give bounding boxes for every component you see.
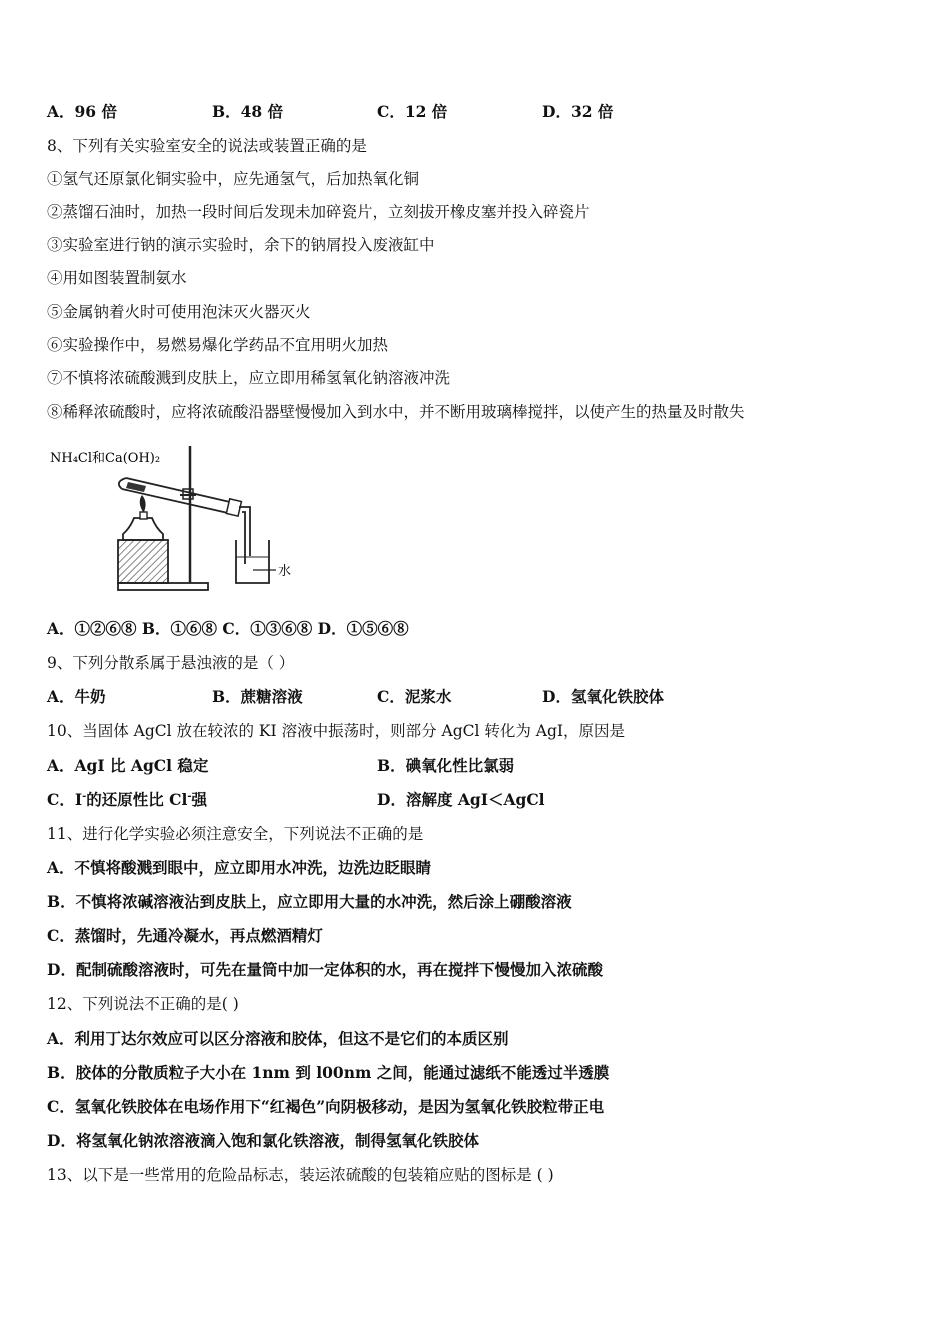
q7-option-a: A．96 倍 <box>47 102 117 121</box>
q8-item-5: ⑤金属钠着火时可使用泡沫灭火器灭火 <box>47 303 311 321</box>
q8-item-2: ②蒸馏石油时，加热一段时间后发现未加碎瓷片，立刻拔开橡皮塞并投入碎瓷片 <box>47 203 590 221</box>
q8-item-8: ⑧稀释浓硫酸时，应将浓硫酸沿器壁慢慢加入到水中，并不断用玻璃棒搅拌，以使产生的热量及时散失 <box>47 403 745 421</box>
q7-option-b: B．48 倍 <box>212 102 284 121</box>
q10-option-c: C．I-的还原性比 Cl-强 <box>47 790 208 809</box>
q10-stem: 10、当固体 AgCl 放在较浓的 KI 溶液中振荡时，则部分 AgCl 转化为 AgI，原因是 <box>47 722 626 740</box>
q12-stem: 12、下列说法不正确的是( ) <box>47 995 239 1013</box>
q8-options: A．①②⑥⑧ B．①⑥⑧ C．①③⑥⑧ D．①⑤⑥⑧ <box>47 619 409 638</box>
q11-option-b: B．不慎将浓碱溶液沾到皮肤上，应立即用大量的水冲洗，然后涂上硼酸溶液 <box>47 892 572 911</box>
q11-option-a: A．不慎将酸溅到眼中，应立即用水冲洗，边洗边眨眼睛 <box>47 858 432 877</box>
q8-item-1: ①氢气还原氯化铜实验中，应先通氢气，后加热氧化铜 <box>47 170 420 188</box>
q9-option-d: D．氢氧化铁胶体 <box>542 687 664 706</box>
q7-option-d: D．32 倍 <box>542 102 614 121</box>
q8-stem: 8、下列有关实验室安全的说法或装置正确的是 <box>47 137 367 155</box>
q11-stem: 11、进行化学实验必须注意安全，下列说法不正确的是 <box>47 825 424 843</box>
q9-stem: 9、下列分散系属于悬浊液的是（ ） <box>47 654 295 672</box>
q12-option-b: B．胶体的分散质粒子大小在 1nm 到 l00nm 之间，能通过滤纸不能透过半透膜 <box>47 1063 610 1082</box>
q8-item-3: ③实验室进行钠的演示实验时，余下的钠屑投入废液缸中 <box>47 236 435 254</box>
ammonia-apparatus-figure <box>50 440 300 600</box>
q12-option-a: A．利用丁达尔效应可以区分溶液和胶体，但这不是它们的本质区别 <box>47 1029 509 1048</box>
q11-option-d: D．配制硫酸溶液时，可先在量筒中加一定体积的水，再在搅拌下慢慢加入浓硫酸 <box>47 960 603 979</box>
q13-stem: 13、以下是一些常用的危险品标志，装运浓硫酸的包装箱应贴的图标是 ( ) <box>47 1166 554 1184</box>
q9-option-b: B．蔗糖溶液 <box>212 687 303 706</box>
reagent-label: NH₄Cl和Ca(OH)₂ <box>50 451 161 466</box>
q9-option-a: A．牛奶 <box>47 687 106 706</box>
q12-option-c: C．氢氧化铁胶体在电场作用下“红褐色”向阴极移动，是因为氢氧化铁胶粒带正电 <box>47 1097 605 1116</box>
q8-item-4: ④用如图装置制氨水 <box>47 269 187 287</box>
q11-option-c: C．蒸馏时，先通冷凝水，再点燃酒精灯 <box>47 926 323 945</box>
q10-option-a: A．AgI 比 AgCl 稳定 <box>47 756 209 775</box>
q9-option-c: C．泥浆水 <box>377 687 452 706</box>
q10-option-d: D．溶解度 AgI＜AgCl <box>377 790 545 809</box>
q10-option-b: B．碘氧化性比氯弱 <box>377 756 515 775</box>
q12-option-d: D．将氢氧化钠浓溶液滴入饱和氯化铁溶液，制得氢氧化铁胶体 <box>47 1131 479 1150</box>
q8-item-6: ⑥实验操作中，易燃易爆化学药品不宜用明火加热 <box>47 336 389 354</box>
q8-item-7: ⑦不慎将浓硫酸溅到皮肤上，应立即用稀氢氧化钠溶液冲洗 <box>47 369 451 387</box>
water-label: 水 <box>278 564 292 579</box>
q7-option-c: C．12 倍 <box>377 102 448 121</box>
